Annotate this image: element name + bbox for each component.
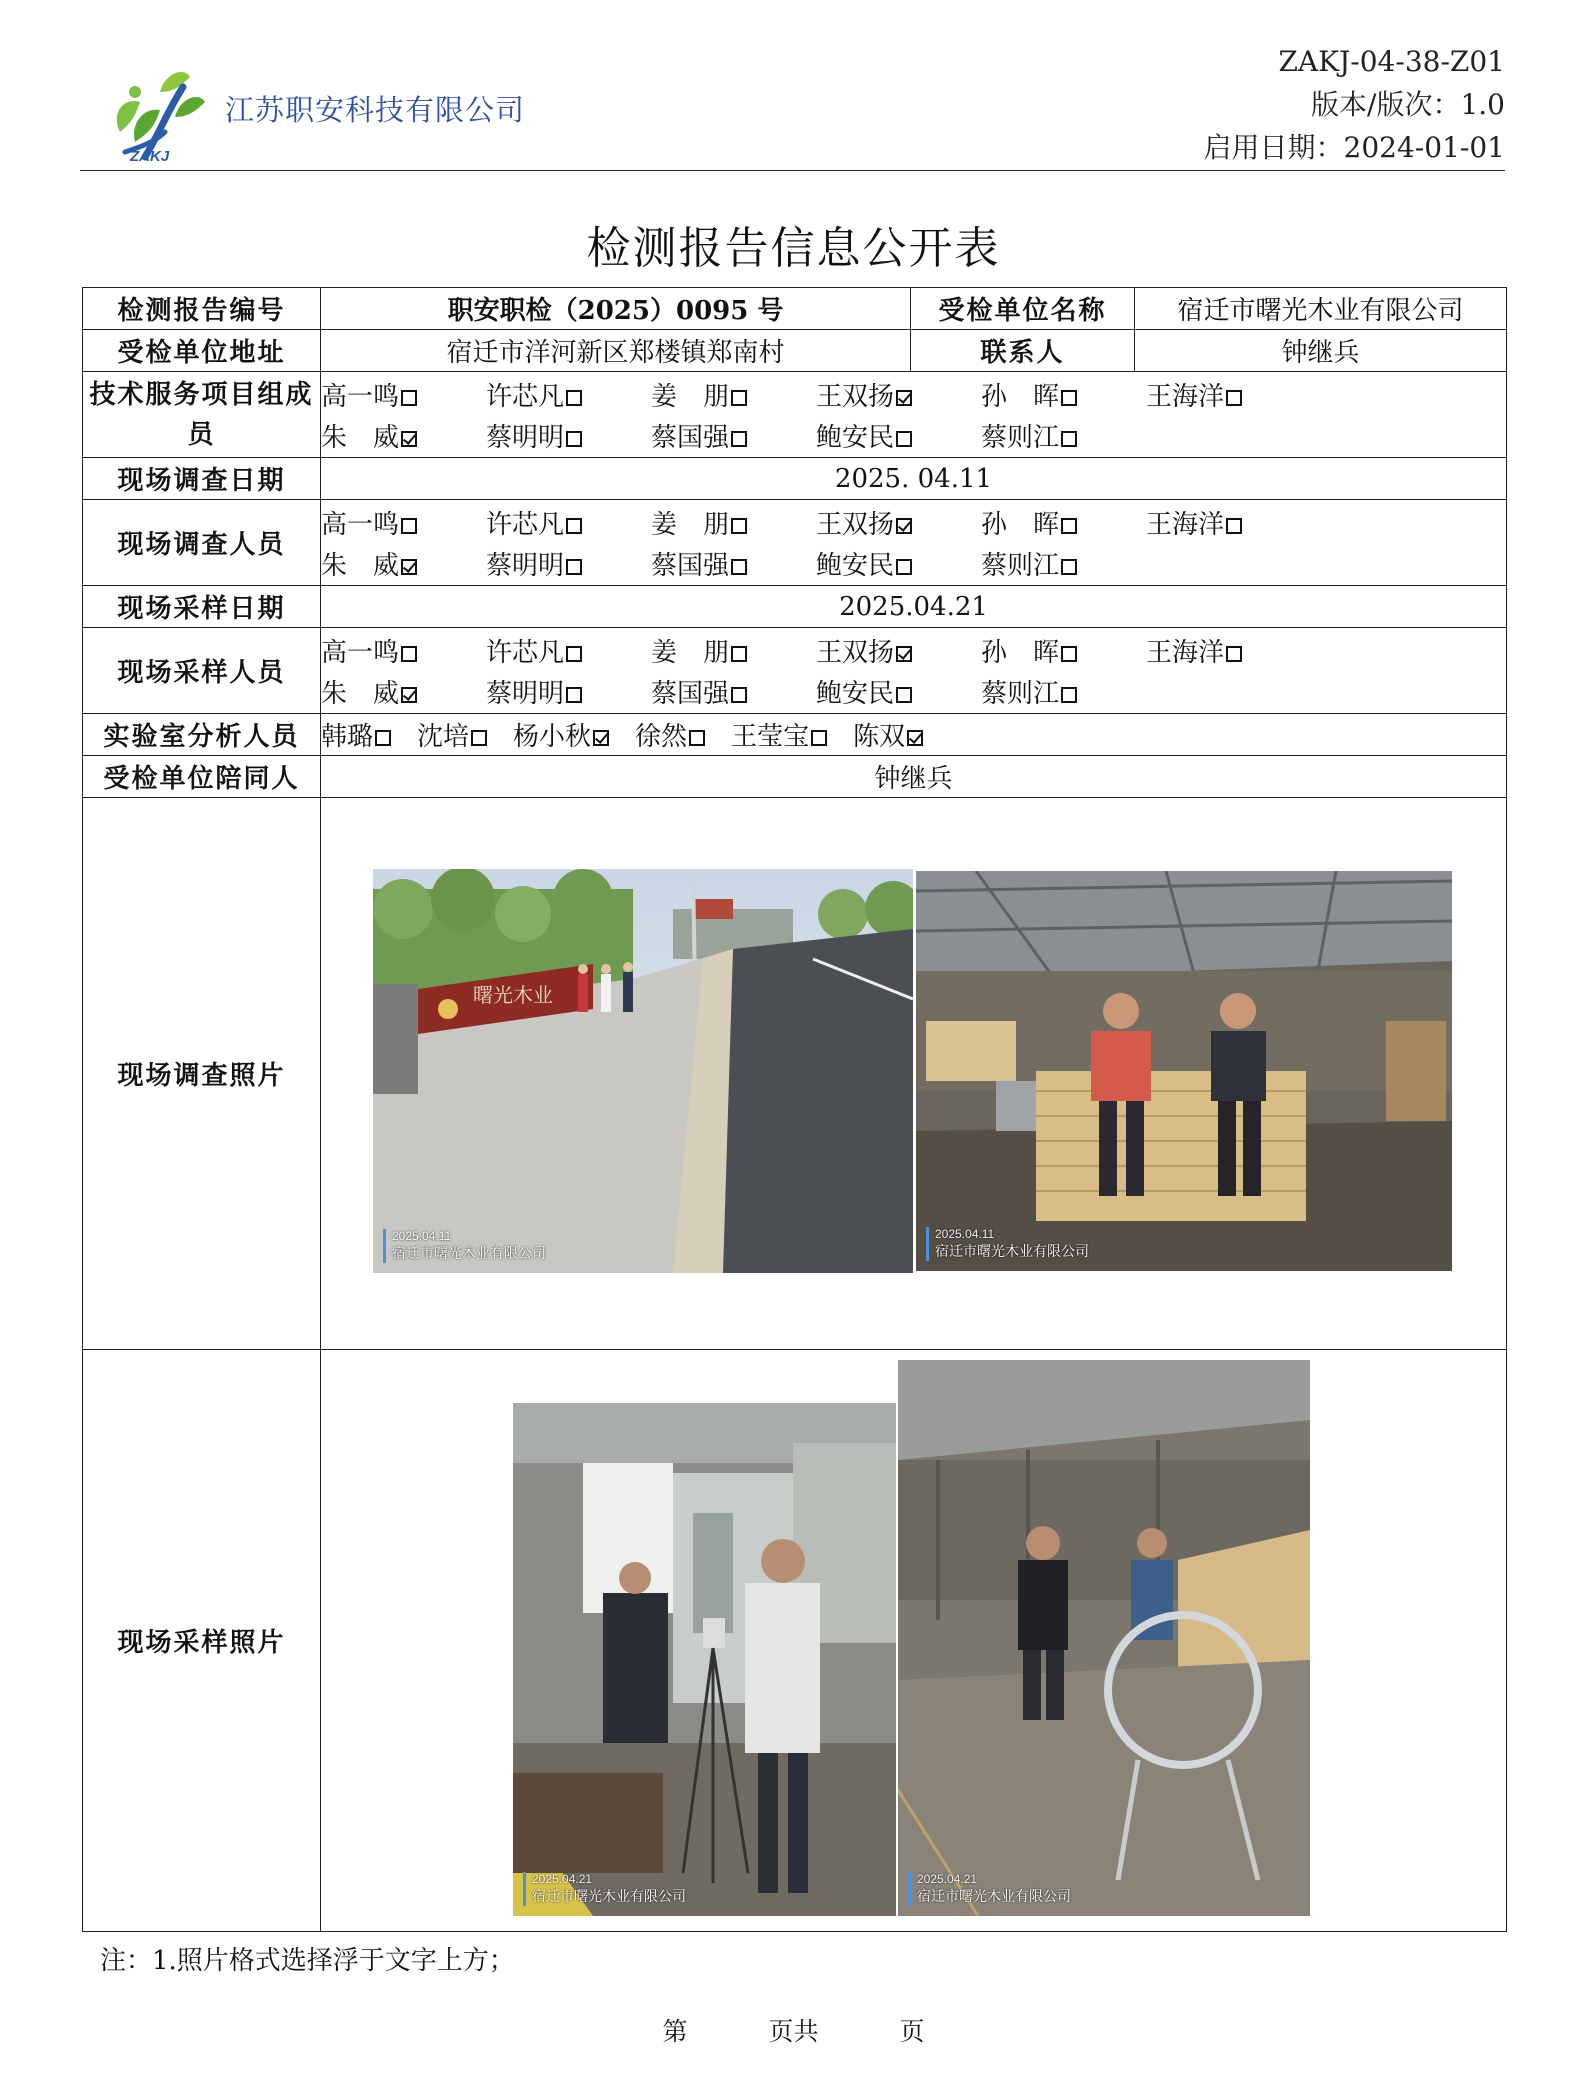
unchecked-box-icon[interactable]: [566, 559, 582, 575]
member-item: [321, 504, 486, 541]
member-name: 姜 朋: [651, 637, 730, 668]
sampling-photo-label: 现场采样照片: [83, 1350, 321, 1932]
member-item: [816, 673, 981, 710]
unit-name-label: 受检单位名称: [911, 288, 1135, 330]
table-row: [83, 798, 1507, 1350]
unchecked-box-icon[interactable]: [731, 687, 747, 703]
lab-staff-name: 陈双: [853, 722, 906, 752]
unchecked-box-icon[interactable]: [1061, 518, 1077, 534]
member-item: [816, 545, 981, 582]
photo-stamp: [383, 1229, 546, 1263]
lab-staff-row: [321, 714, 1506, 755]
survey-photo-roadside: [373, 869, 913, 1273]
doc-version: 版本/版次：1.0: [1311, 88, 1505, 121]
checked-box-icon[interactable]: [896, 646, 912, 662]
lab-staff-name: 沈培: [417, 722, 470, 752]
member-item: [486, 673, 651, 710]
table-row: [83, 1350, 1507, 1932]
lab-staff: [321, 714, 1507, 756]
member-item: [981, 376, 1146, 413]
doc-start-date: 启用日期：2024-01-01: [1203, 131, 1505, 164]
lab-staff-name: 王莹宝: [731, 722, 810, 752]
member-name: 王双扬: [816, 509, 895, 540]
table-row: [83, 714, 1507, 756]
member-name: 王海洋: [1146, 637, 1225, 668]
contact: 钟继兵: [1135, 330, 1507, 372]
table-row: [83, 586, 1507, 628]
warehouse-scene-image: [916, 871, 1452, 1271]
report-info-table: [82, 287, 1507, 1932]
survey-photo-label: 现场调查照片: [83, 798, 321, 1350]
lab-staff-name: 徐然: [635, 722, 688, 752]
sampling-photos: [321, 1350, 1507, 1932]
contact-label: 联系人: [911, 330, 1135, 372]
member-row: [321, 415, 1506, 456]
member-name: 朱 威: [321, 678, 400, 709]
member-item: [321, 545, 486, 582]
member-item: [981, 545, 1146, 582]
unchecked-box-icon[interactable]: [566, 390, 582, 406]
page-title: 检测报告信息公开表: [586, 223, 1001, 274]
sampling-photo-machine: [513, 1403, 896, 1916]
member-name: 王双扬: [816, 381, 895, 412]
unchecked-box-icon[interactable]: [471, 730, 487, 746]
member-name: 王海洋: [1146, 381, 1225, 412]
member-name: 鲍安民: [816, 422, 895, 453]
lab-staff-item: [513, 716, 609, 753]
unchecked-box-icon[interactable]: [689, 730, 705, 746]
unchecked-box-icon[interactable]: [566, 646, 582, 662]
logo-text: ZAKJ: [130, 148, 170, 165]
unchecked-box-icon[interactable]: [375, 730, 391, 746]
member-name: 蔡则江: [981, 550, 1060, 581]
sampling-date: 2025.04.21: [321, 586, 1507, 628]
table-row: [83, 372, 1507, 458]
member-name: 蔡国强: [651, 422, 730, 453]
checked-box-icon[interactable]: [401, 559, 417, 575]
page-footer: [0, 2012, 1587, 2048]
unchecked-box-icon[interactable]: [1061, 559, 1077, 575]
lab-label: 实验室分析人员: [83, 714, 321, 756]
document-meta: [1204, 40, 1505, 169]
member-name: 高一鸣: [321, 381, 400, 412]
member-item: [486, 545, 651, 582]
unchecked-box-icon[interactable]: [566, 687, 582, 703]
escort: 钟继兵: [321, 756, 1507, 798]
report-no: 职安职检（2025）0095 号: [321, 288, 911, 330]
member-name: 高一鸣: [321, 637, 400, 668]
checked-box-icon[interactable]: [401, 687, 417, 703]
footer-page-suffix: 页: [899, 2017, 925, 2046]
member-name: 姜 朋: [651, 509, 730, 540]
member-item: [981, 673, 1146, 710]
member-name: 蔡明明: [486, 422, 565, 453]
table-row: [83, 628, 1507, 714]
escort-label: 受检单位陪同人: [83, 756, 321, 798]
member-name: 许芯凡: [486, 637, 565, 668]
member-name: 孙 晖: [981, 637, 1060, 668]
photo-company: 宿迁市曙光木业有限公司: [917, 1888, 1071, 1904]
member-row: [321, 671, 1506, 712]
table-row: [83, 288, 1507, 330]
member-name: 朱 威: [321, 422, 400, 453]
photo-stamp: [908, 1872, 1071, 1906]
member-name: 蔡国强: [651, 550, 730, 581]
address: 宿迁市洋河新区郑楼镇郑南村: [321, 330, 911, 372]
member-row: [321, 630, 1506, 671]
company-name: 江苏职安科技有限公司: [225, 93, 526, 127]
member-item: [1146, 376, 1311, 413]
unchecked-box-icon[interactable]: [731, 431, 747, 447]
sampling-warehouse-image: [898, 1360, 1310, 1916]
footer-page-prefix: 第: [662, 2017, 688, 2046]
unchecked-box-icon[interactable]: [401, 646, 417, 662]
lab-staff-item: [853, 716, 923, 753]
member-item: [651, 673, 816, 710]
team-members: [321, 372, 1507, 458]
lab-staff-item: [731, 716, 827, 753]
member-item: [816, 632, 981, 669]
unchecked-box-icon[interactable]: [566, 431, 582, 447]
member-item: [321, 417, 486, 454]
unchecked-box-icon[interactable]: [1061, 431, 1077, 447]
photo-stamp: [523, 1872, 686, 1906]
member-item: [486, 504, 651, 541]
roadside-scene-image: [373, 869, 913, 1273]
unchecked-box-icon[interactable]: [566, 518, 582, 534]
member-name: 蔡国强: [651, 678, 730, 709]
footnote: 注：1.照片格式选择浮于文字上方；: [100, 1946, 515, 1976]
member-item: [651, 504, 816, 541]
machine-scene-image: [513, 1403, 896, 1916]
member-name: 姜 朋: [651, 381, 730, 412]
doc-code: ZAKJ-04-38-Z01: [1278, 45, 1505, 78]
member-item: [816, 504, 981, 541]
member-item: [651, 417, 816, 454]
survey-date: 2025. 04.11: [321, 458, 1507, 500]
checked-box-icon[interactable]: [593, 730, 609, 746]
member-name: 许芯凡: [486, 381, 565, 412]
survey-photos: [321, 798, 1507, 1350]
sampling-staff: [321, 628, 1507, 714]
survey-date-label: 现场调查日期: [83, 458, 321, 500]
member-item: [486, 376, 651, 413]
photo-company: 宿迁市曙光木业有限公司: [935, 1243, 1089, 1259]
member-item: [651, 376, 816, 413]
unchecked-box-icon[interactable]: [896, 687, 912, 703]
footer-page-mid: 页共: [768, 2017, 819, 2046]
member-item: [1146, 504, 1311, 541]
photo-date: 2025.04.11: [392, 1229, 452, 1243]
member-item: [651, 632, 816, 669]
header-divider: [80, 170, 1505, 171]
table-row: [83, 500, 1507, 586]
report-no-label: 检测报告编号: [83, 288, 321, 330]
member-item: [321, 376, 486, 413]
member-name: 孙 晖: [981, 509, 1060, 540]
member-name: 鲍安民: [816, 550, 895, 581]
member-name: 蔡明明: [486, 550, 565, 581]
unit-name: 宿迁市曙光木业有限公司: [1135, 288, 1507, 330]
member-item: [1146, 632, 1311, 669]
unchecked-box-icon[interactable]: [896, 431, 912, 447]
unchecked-box-icon[interactable]: [896, 559, 912, 575]
unchecked-box-icon[interactable]: [1226, 518, 1242, 534]
lab-staff-item: [321, 716, 391, 753]
lab-staff-item: [417, 716, 487, 753]
member-name: 许芯凡: [486, 509, 565, 540]
unchecked-box-icon[interactable]: [401, 390, 417, 406]
sign-text: 曙光木业: [473, 983, 553, 1007]
unchecked-box-icon[interactable]: [731, 518, 747, 534]
sampling-staff-label: 现场采样人员: [83, 628, 321, 714]
member-item: [816, 417, 981, 454]
table-row: [83, 330, 1507, 372]
survey-staff: [321, 500, 1507, 586]
member-name: 鲍安民: [816, 678, 895, 709]
unchecked-box-icon[interactable]: [731, 646, 747, 662]
member-name: 朱 威: [321, 550, 400, 581]
checked-box-icon[interactable]: [401, 431, 417, 447]
member-name: 蔡则江: [981, 678, 1060, 709]
unchecked-box-icon[interactable]: [1061, 390, 1077, 406]
table-row: [83, 458, 1507, 500]
page-header: [80, 40, 1505, 170]
address-label: 受检单位地址: [83, 330, 321, 372]
photo-date: 2025.04.11: [935, 1227, 995, 1241]
table-row: [83, 756, 1507, 798]
member-item: [981, 504, 1146, 541]
team-label: 技术服务项目组成员: [83, 372, 321, 458]
sampling-photo-warehouse: [898, 1360, 1310, 1916]
checked-box-icon[interactable]: [896, 518, 912, 534]
lab-staff-name: 杨小秋: [513, 722, 592, 752]
member-name: 王海洋: [1146, 509, 1225, 540]
member-item: [321, 632, 486, 669]
member-item: [486, 417, 651, 454]
sampling-date-label: 现场采样日期: [83, 586, 321, 628]
member-item: [321, 673, 486, 710]
member-row: [321, 543, 1506, 584]
photo-stamp: [926, 1227, 1089, 1261]
unchecked-box-icon[interactable]: [1061, 687, 1077, 703]
member-row: [321, 374, 1506, 415]
photo-date: 2025.04.21: [917, 1872, 978, 1886]
photo-company: 宿迁市曙光木业有限公司: [532, 1888, 686, 1904]
member-name: 王双扬: [816, 637, 895, 668]
member-item: [486, 632, 651, 669]
member-item: [816, 376, 981, 413]
unchecked-box-icon[interactable]: [1061, 646, 1077, 662]
unchecked-box-icon[interactable]: [401, 518, 417, 534]
unchecked-box-icon[interactable]: [811, 730, 827, 746]
member-item: [981, 632, 1146, 669]
lab-staff-item: [635, 716, 705, 753]
survey-photo-warehouse: [916, 871, 1452, 1271]
member-item: [651, 545, 816, 582]
member-item: [981, 417, 1146, 454]
member-name: 高一鸣: [321, 509, 400, 540]
unchecked-box-icon[interactable]: [731, 390, 747, 406]
member-name: 蔡明明: [486, 678, 565, 709]
unchecked-box-icon[interactable]: [1226, 646, 1242, 662]
member-row: [321, 502, 1506, 543]
unchecked-box-icon[interactable]: [731, 559, 747, 575]
checked-box-icon[interactable]: [896, 390, 912, 406]
photo-date: 2025.04.21: [532, 1872, 593, 1886]
member-name: 蔡则江: [981, 422, 1060, 453]
survey-staff-label: 现场调查人员: [83, 500, 321, 586]
unchecked-box-icon[interactable]: [1226, 390, 1242, 406]
checked-box-icon[interactable]: [907, 730, 923, 746]
lab-staff-name: 韩璐: [321, 722, 374, 752]
member-name: 孙 晖: [981, 381, 1060, 412]
photo-company: 宿迁市曙光木业有限公司: [392, 1245, 546, 1261]
